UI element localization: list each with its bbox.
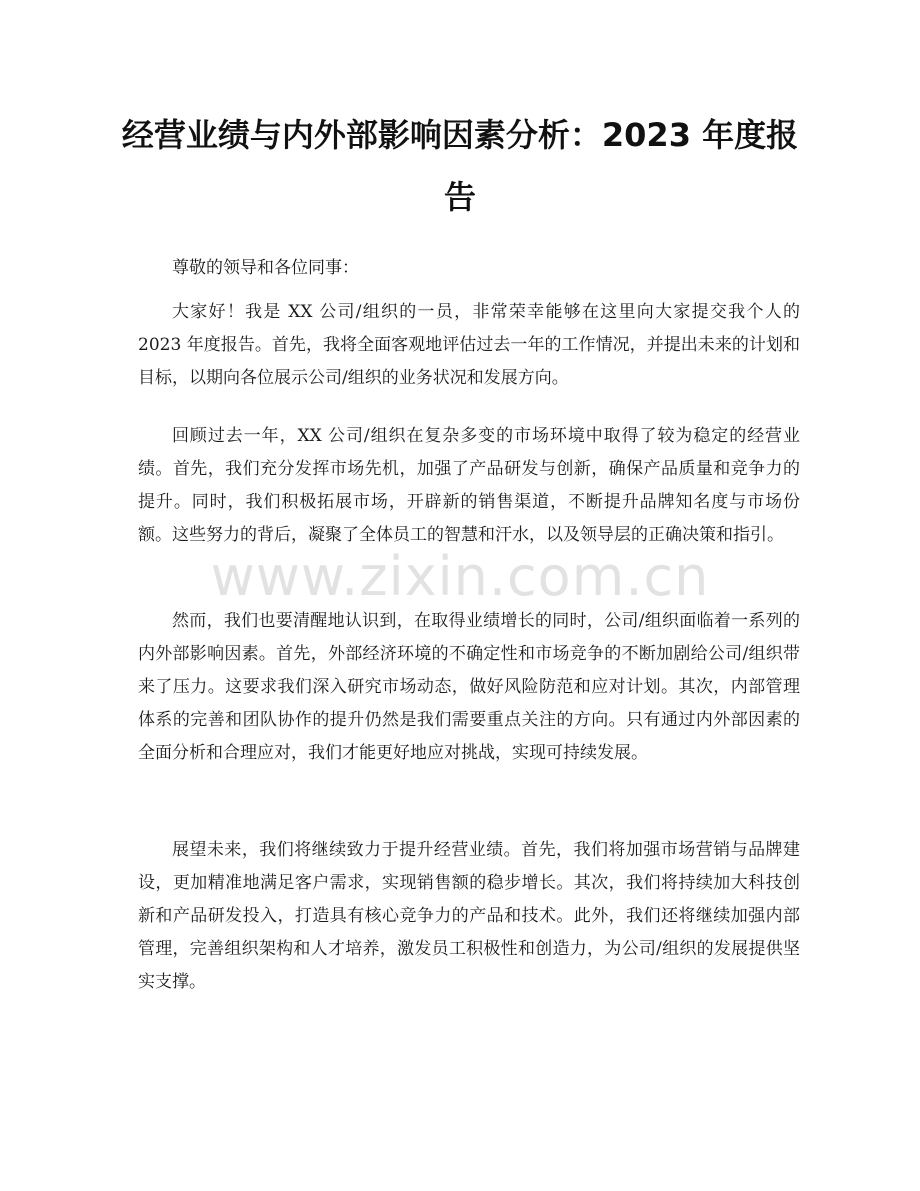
document-title: 经营业绩与内外部影响因素分析：2023 年度报告 bbox=[121, 116, 799, 216]
paragraph-4 bbox=[138, 834, 800, 999]
paragraph-3 bbox=[138, 605, 800, 770]
paragraph-text: 回顾过去一年，XX 公司/组织在复杂多变的市场环境中取得了较为稳定的经营业绩。首先，我们充分发挥市场先机，加强了产品研发与创新，确保产品质量和竞争力的提升。同时，我们积极拓展市场，开辟新的销售渠道，不断提升品牌知名度与市场份额。这些努力的背后，凝聚了全体员工的智慧和汗水，以及领导层的正确决策和指引。 bbox=[138, 426, 800, 545]
paragraph-2 bbox=[138, 420, 800, 552]
paragraph-text: 展望未来，我们将继续致力于提升经营业绩。首先，我们将加强市场营销与品牌建设，更加精准地满足客户需求，实现销售额的稳步增长。其次，我们将持续加大科技创新和产品研发投入，打造具有核心竞争力的产品和技术。此外，我们还将继续加强内部管理，完善组织架构和人才培养，激发员工积极性和创造力，为公司/组织的发展提供坚实支撑。 bbox=[138, 840, 800, 992]
paragraph-text: 然而，我们也要清醒地认识到，在取得业绩增长的同时，公司/组织面临着一系列的内外部影响因素。首先，外部经济环境的不确定性和市场竞争的不断加剧给公司/组织带来了压力。这要求我们深入研究市场动态，做好风险防范和应对计划。其次，内部管理体系的完善和团队协作的提升仍然是我们需要重点关注的方向。只有通过内外部因素的全面分析和合理应对，我们才能更好地应对挑战，实现可持续发展。 bbox=[138, 611, 800, 763]
watermark: www.zixin.com.cn bbox=[210, 545, 710, 608]
salutation-text: 尊敬的领导和各位同事： bbox=[172, 258, 359, 278]
salutation bbox=[138, 252, 800, 285]
paragraph-1 bbox=[138, 296, 800, 395]
paragraph-text: 大家好！我是 XX 公司/组织的一员，非常荣幸能够在这里向大家提交我个人的 2023 年度报告。首先，我将全面客观地评估过去一年的工作情况，并提出未来的计划和目标，以期向各位展示公司/组织的业务状况和发展方向。 bbox=[138, 302, 800, 388]
